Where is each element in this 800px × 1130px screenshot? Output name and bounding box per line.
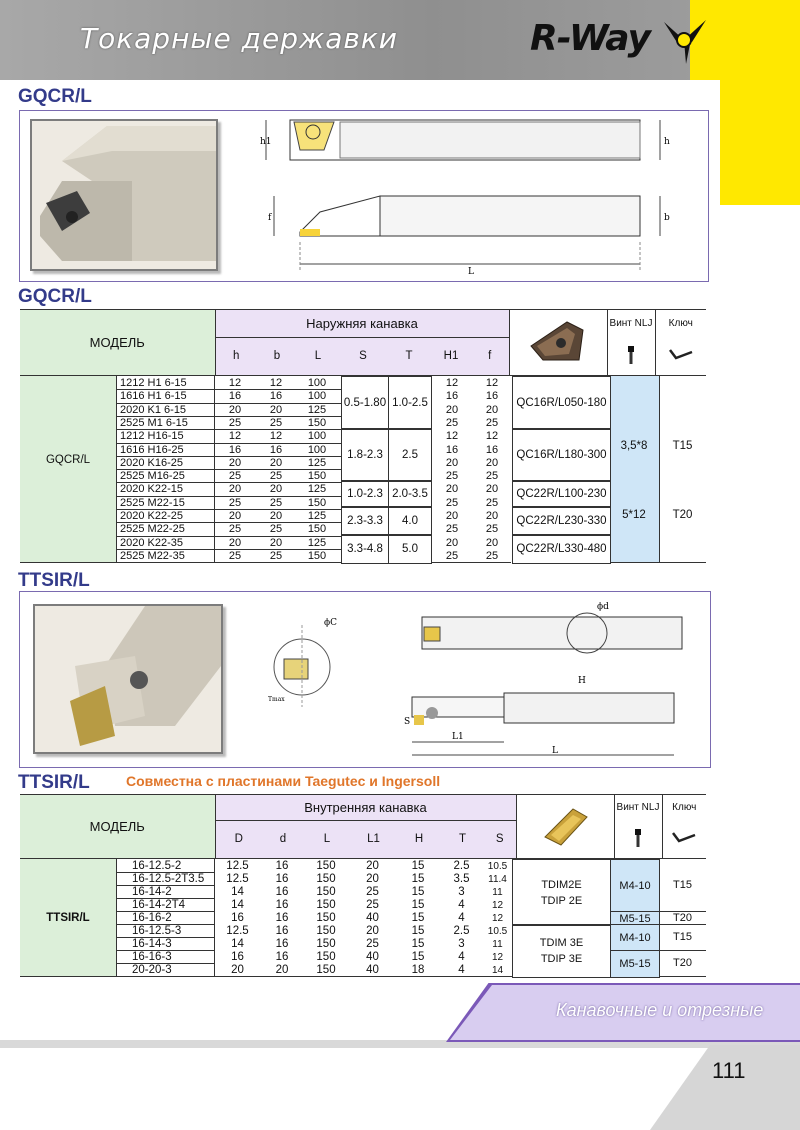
ttsir-cell-S: 11.4	[488, 874, 507, 885]
ttsir-insert-group-2	[512, 924, 611, 978]
gqcr-cell-model: 2020 K16-25	[120, 456, 183, 469]
ttsir-cell-L1: 25	[366, 899, 379, 911]
ttsir-cell-D: 12.5	[226, 860, 249, 872]
dim-label-b: b	[664, 213, 670, 223]
ttsir-cell-model: 16-12.5-2	[132, 860, 182, 872]
gqcr-cell-h1: 20	[445, 536, 459, 549]
gqcr-cell-b: 20	[269, 403, 283, 416]
th-model: МОДЕЛЬ	[20, 310, 215, 376]
gqcr-cell-h1: 25	[445, 416, 459, 429]
gqcr-cell-h1: 25	[445, 549, 459, 562]
ttsir-key-3: T15	[659, 924, 706, 951]
ttsir-cell-L1: 25	[366, 886, 379, 898]
gqcr-cell-b: 25	[269, 470, 283, 483]
ttsir-cell-d: 20	[275, 964, 289, 976]
gqcr-cell-f: 25	[485, 523, 499, 536]
gqcr-t-group-5: 5.0	[388, 534, 432, 564]
ttsir-cell-d: 16	[275, 951, 289, 963]
gqcr-cell-l: 100	[307, 430, 327, 443]
gqcr-cell-h1: 20	[445, 403, 459, 416]
dim-label-l: L	[468, 267, 474, 277]
footer-section-label: Канавочные и отрезные	[556, 1000, 764, 1020]
ttsir-cell-H: 15	[411, 886, 425, 898]
gqcr-cell-h1: 20	[445, 483, 459, 496]
gqcr-cell-model: 2020 K1 6-15	[120, 403, 187, 416]
dim-label-f: f	[268, 213, 272, 223]
gqcr-cell-h: 25	[228, 523, 242, 536]
ttsir-technical-drawing	[262, 597, 702, 762]
ttsir-cell-S: 10.5	[487, 861, 508, 872]
ttsir-insert-3: TDIM 3E	[539, 937, 584, 949]
gqcr-t-group-1: 1.0-2.5	[388, 376, 432, 430]
ttsir-cell-model: 16-16-3	[132, 951, 172, 963]
gqcr-cell-h: 12	[228, 430, 242, 443]
gqcr-cell-h1: 25	[445, 523, 459, 536]
ttsir-cell-d: 16	[275, 873, 289, 885]
ttsir-cell-L: 150	[316, 886, 336, 898]
ttsir-cell-model: 16-14-3	[132, 938, 172, 950]
ttsir-cell-d: 16	[275, 886, 289, 898]
ttsir-cell-H: 15	[411, 860, 425, 872]
ttsir-cell-L: 150	[316, 860, 336, 872]
gqcr-cell-f: 25	[485, 416, 499, 429]
ttsir-cell-L1: 40	[366, 964, 379, 976]
ttsir-cell-d: 16	[275, 912, 289, 924]
ttsir-cell-H: 15	[411, 912, 425, 924]
ttsir-cell-S: 12	[491, 952, 504, 963]
th-screw: Винт NLJ	[607, 310, 655, 338]
th2-col-L: L	[304, 821, 350, 859]
ttsir-cell-L: 150	[316, 938, 336, 950]
hex-key-icon	[666, 346, 696, 364]
ttsir-cell-T: 4	[458, 899, 465, 911]
screw-icon-cell	[607, 338, 655, 376]
ttsir-cell-S: 10.5	[487, 926, 508, 937]
gqcr-cell-l: 125	[307, 483, 327, 496]
ttsir-cell-L1: 20	[366, 925, 379, 937]
table-title-gqcr: GQCR/L	[18, 286, 92, 307]
ttsir-cell-T: 2.5	[453, 925, 470, 937]
ttsir-cell-model: 16-16-2	[132, 912, 172, 924]
gqcr-cell-l: 125	[307, 536, 327, 549]
ttsir-cell-S: 11	[492, 887, 503, 898]
gqcr-cell-h: 16	[228, 390, 242, 403]
th2-col-D: D	[215, 821, 262, 859]
gqcr-cell-h1: 20	[445, 510, 459, 522]
th2-insert-image	[516, 795, 614, 859]
gqcr-cell-model: 2525 M22-35	[120, 549, 185, 562]
gqcr-cell-l: 125	[307, 510, 327, 522]
gqcr-cell-l: 150	[307, 549, 327, 562]
gqcr-cell-l: 100	[307, 377, 327, 389]
th2-screw: Винт NLJ	[614, 795, 662, 821]
th-col-h: h	[215, 338, 257, 376]
gqcr-cell-h: 25	[228, 496, 242, 509]
ttsir-cell-L: 150	[316, 873, 336, 885]
dim-label-c: ϕC	[324, 618, 338, 628]
gqcr-technical-drawing	[250, 112, 680, 278]
gqcr-cell-h1: 16	[445, 443, 459, 456]
gqcr-insert-3: QC22R/L100-230	[512, 480, 611, 508]
gqcr-cell-b: 25	[269, 549, 283, 562]
ttsir-cell-T: 4	[458, 951, 465, 963]
ttsir-cell-L1: 40	[366, 951, 379, 963]
gqcr-cell-h1: 12	[445, 377, 459, 389]
gqcr-cell-model: 1616 H16-25	[120, 443, 184, 456]
screw2-icon-cell	[614, 821, 662, 859]
ttsir-screw-2: M5-15	[610, 911, 660, 926]
ttsir-screw-1: M4-10	[610, 859, 660, 913]
gqcr-cell-b: 16	[269, 443, 283, 456]
th2-model: МОДЕЛЬ	[20, 795, 215, 859]
ttsir-cell-T: 3	[458, 886, 465, 898]
gqcr-cell-l: 150	[307, 496, 327, 509]
th-col-t: T	[387, 338, 431, 376]
gqcr-s-group-5: 3.3-4.8	[341, 534, 389, 564]
ttsir-cell-d: 16	[275, 925, 289, 937]
gqcr-spec-table	[20, 309, 706, 376]
gqcr-t-group-4: 4.0	[388, 506, 432, 536]
th2-col-H: H	[397, 821, 441, 859]
gqcr-cell-model: 2525 M16-25	[120, 470, 185, 483]
gqcr-family-label: GQCR/L	[45, 454, 91, 466]
th2-inner-groove: Внутренняя канавка	[215, 795, 516, 821]
dim-label-l1: L1	[452, 732, 464, 742]
gqcr-cell-model: 2020 K22-25	[120, 510, 183, 522]
gqcr-cell-b: 12	[269, 430, 283, 443]
gqcr-cell-h: 25	[228, 549, 242, 562]
gqcr-key-2: T20	[672, 509, 693, 521]
gqcr-cell-h1: 16	[445, 390, 459, 403]
gqcr-t-group-2: 2.5	[388, 428, 432, 482]
ttsir-cell-model: 20-20-3	[132, 964, 172, 976]
ttsir-cell-T: 2.5	[453, 860, 470, 872]
dim-label-h: h	[664, 137, 670, 147]
gqcr-cell-l: 150	[307, 416, 327, 429]
th2-col-S: S	[484, 821, 516, 859]
th-col-s: S	[339, 338, 387, 376]
ttsir-cell-d: 16	[275, 899, 289, 911]
gqcr-cell-b: 12	[269, 377, 283, 389]
ttsir-cell-model: 16-12.5-3	[132, 925, 182, 937]
compatibility-note: Совместна с пластинами Taegutec и Ingersoll	[126, 773, 441, 789]
ttsir-cell-H: 15	[411, 938, 425, 950]
ttsir-cell-T: 3.5	[453, 873, 470, 885]
ttsir-cell-D: 20	[231, 964, 244, 976]
ttsir-cell-H: 18	[411, 964, 425, 976]
ttsir-cell-L: 150	[316, 951, 336, 963]
gqcr-key-1: T15	[672, 440, 693, 452]
gqcr-h1-divider	[431, 376, 511, 563]
gqcr-cell-b: 16	[269, 390, 283, 403]
ttsir-spec-table	[20, 794, 706, 859]
th2-key: Ключ	[662, 795, 706, 821]
ttsir-cell-D: 16	[231, 951, 244, 963]
brand-logo: R-Way	[530, 18, 650, 59]
th2-col-T: T	[441, 821, 484, 859]
ttsir-cell-model: 16-14-2	[132, 886, 172, 898]
gqcr-insert-5: QC22R/L330-480	[512, 534, 611, 564]
gqcr-cell-model: 2525 M1 6-15	[120, 416, 188, 429]
gqcr-cell-f: 20	[485, 456, 499, 469]
gqcr-cell-f: 20	[485, 483, 499, 496]
gqcr-cell-l: 150	[307, 523, 327, 536]
gqcr-cell-b: 20	[269, 510, 283, 522]
gqcr-s-group-2: 1.8-2.3	[341, 428, 389, 482]
th-outer-groove: Наружняя канавка	[215, 310, 509, 338]
ttsir-key-2: T20	[659, 911, 706, 925]
th-col-l: L	[297, 338, 339, 376]
gqcr-cell-b: 20	[269, 456, 283, 469]
ttsir-cell-D: 14	[231, 886, 244, 898]
gqcr-cell-f: 25	[485, 470, 499, 483]
gqcr-cell-h: 20	[228, 536, 242, 549]
ttsir-key-1: T15	[659, 859, 706, 912]
gqcr-cell-h: 20	[228, 456, 242, 469]
dim-label-d: ϕd	[597, 602, 609, 612]
table-title-ttsir: TTSIR/L	[18, 772, 90, 793]
gqcr-t-group-3: 2.0-3.5	[388, 480, 432, 508]
th2-col-d: d	[262, 821, 304, 859]
gqcr-cell-f: 16	[485, 390, 499, 403]
header-title: Токарные державки	[80, 22, 398, 55]
ttsir-cell-D: 14	[231, 899, 244, 911]
ttsir-cell-L: 150	[316, 964, 336, 976]
gqcr-cell-h: 16	[228, 443, 242, 456]
gqcr-cell-b: 20	[269, 536, 283, 549]
ttsir-insert-group-1	[512, 859, 611, 926]
gqcr-cell-f: 20	[485, 403, 499, 416]
ttsir-insert-4: TDIP 3E	[540, 953, 583, 965]
section-title-ttsir: TTSIR/L	[18, 570, 90, 591]
gqcr-cell-f: 12	[485, 430, 499, 443]
ttsir-cell-S: 14	[491, 965, 504, 976]
th2-col-L1: L1	[350, 821, 397, 859]
gqcr-cell-l: 100	[307, 443, 327, 456]
ttsir-cell-D: 12.5	[226, 873, 249, 885]
key-icon-cell	[655, 338, 706, 376]
ttsir-cell-T: 3	[458, 938, 465, 950]
section-title-gqcr: GQCR/L	[18, 86, 92, 107]
gqcr-cell-f: 12	[485, 377, 499, 389]
gqcr-cell-h1: 12	[445, 430, 459, 443]
gqcr-cell-f: 16	[485, 443, 499, 456]
gqcr-cell-h: 12	[228, 377, 242, 389]
screw-icon	[624, 344, 638, 366]
gqcr-cell-f: 25	[485, 496, 499, 509]
gqcr-cell-f: 20	[485, 510, 499, 522]
th-col-f: f	[471, 338, 509, 376]
th-insert-image	[509, 310, 607, 376]
ttsir-cell-d: 16	[275, 938, 289, 950]
ttsir-cell-H: 15	[411, 925, 425, 937]
screw-icon	[631, 827, 645, 849]
gqcr-insert-1: QC16R/L050-180	[512, 376, 611, 430]
gqcr-cell-model: 2020 K22-15	[120, 483, 183, 496]
gqcr-cell-h: 20	[228, 510, 242, 522]
gqcr-cell-h: 25	[228, 416, 242, 429]
ttsir-cell-L1: 20	[366, 860, 379, 872]
gqcr-cell-b: 20	[269, 483, 283, 496]
ttsir-cell-d: 16	[275, 860, 289, 872]
gqcr-cell-model: 2020 K22-35	[120, 536, 183, 549]
ttsir-insert-1: TDIM2E	[541, 878, 582, 891]
gqcr-cell-model: 2525 M22-25	[120, 523, 185, 536]
page-number: 111	[712, 1058, 746, 1083]
gqcr-cell-b: 25	[269, 416, 283, 429]
gqcr-photo	[30, 119, 218, 271]
gqcr-s-group-1: 0.5-1.80	[341, 376, 389, 430]
gqcr-cell-f: 20	[485, 536, 499, 549]
gqcr-cell-b: 25	[269, 496, 283, 509]
ttsir-cell-D: 16	[231, 912, 244, 924]
gqcr-s-group-3: 1.0-2.3	[341, 480, 389, 508]
ttsir-cell-T: 4	[458, 964, 465, 976]
dim-label-tmax: Tmax	[268, 696, 285, 703]
ttsir-screw-3: M4-10	[610, 924, 660, 952]
gqcr-cell-h: 20	[228, 403, 242, 416]
dim-label-S: S	[404, 717, 411, 727]
ttsir-cell-H: 15	[411, 873, 425, 885]
ttsir-cell-S: 12	[491, 913, 504, 924]
th-key: Ключ	[655, 310, 706, 338]
gqcr-cell-f: 25	[485, 549, 499, 562]
gqcr-cell-h1: 25	[445, 470, 459, 483]
gqcr-cell-l: 100	[307, 390, 327, 403]
ttsir-cell-D: 14	[231, 938, 244, 950]
dim-label-H: H	[578, 676, 586, 686]
gqcr-cell-l: 150	[307, 470, 327, 483]
gqcr-cell-model: 1212 H16-15	[120, 430, 184, 443]
ttsir-cell-D: 12.5	[226, 925, 249, 937]
gqcr-cell-l: 125	[307, 456, 327, 469]
ttsir-cell-model: 16-14-2T4	[132, 899, 186, 911]
th-col-b: b	[257, 338, 297, 376]
gqcr-cell-b: 25	[269, 523, 283, 536]
gqcr-s-group-4: 2.3-3.3	[341, 506, 389, 536]
ttsir-key-4: T20	[659, 950, 706, 977]
ttsir-cell-model: 16-12.5-2T3.5	[132, 873, 205, 885]
ttsir-cell-L: 150	[316, 912, 336, 924]
gqcr-cell-h: 25	[228, 470, 242, 483]
insert-icon	[523, 316, 593, 366]
gqcr-cell-model: 1212 H1 6-15	[120, 377, 187, 389]
logo-star-icon	[656, 14, 712, 66]
hex-key-icon	[669, 829, 699, 847]
key2-icon-cell	[662, 821, 706, 859]
insert-gold-icon	[537, 801, 593, 849]
ttsir-family-label: TTSIR/L	[46, 912, 90, 924]
dim-label-h1: h1	[260, 137, 272, 147]
ttsir-cell-L1: 25	[366, 938, 379, 950]
ttsir-cell-S: 11	[492, 939, 503, 950]
ttsir-cell-L1: 40	[366, 912, 379, 924]
ttsir-cell-L1: 20	[366, 873, 379, 885]
gqcr-cell-h1: 25	[445, 496, 459, 509]
ttsir-photo	[33, 604, 223, 754]
th-col-h1: H1	[431, 338, 471, 376]
gqcr-screw-2: 5*12	[622, 509, 646, 521]
gqcr-insert-4: QC22R/L230-330	[512, 506, 611, 536]
gqcr-cell-model: 2525 M22-15	[120, 496, 185, 509]
gqcr-cell-h: 20	[228, 483, 242, 496]
ttsir-cell-T: 4	[458, 912, 465, 924]
ttsir-cell-L: 150	[316, 899, 336, 911]
gqcr-insert-2: QC16R/L180-300	[512, 428, 611, 482]
ttsir-cell-L: 150	[316, 925, 336, 937]
ttsir-cell-S: 12	[491, 900, 504, 911]
gqcr-screw-1: 3,5*8	[620, 440, 648, 452]
ttsir-insert-2: TDIP 2E	[540, 894, 583, 907]
ttsir-screw-4: M5-15	[610, 950, 660, 978]
gqcr-cell-model: 1616 H1 6-15	[120, 390, 187, 403]
ttsir-cell-H: 15	[411, 899, 425, 911]
gqcr-cell-h1: 20	[445, 456, 459, 469]
gqcr-cell-l: 125	[307, 403, 327, 416]
ttsir-cell-H: 15	[411, 951, 425, 963]
dim-label-L: L	[552, 746, 558, 756]
